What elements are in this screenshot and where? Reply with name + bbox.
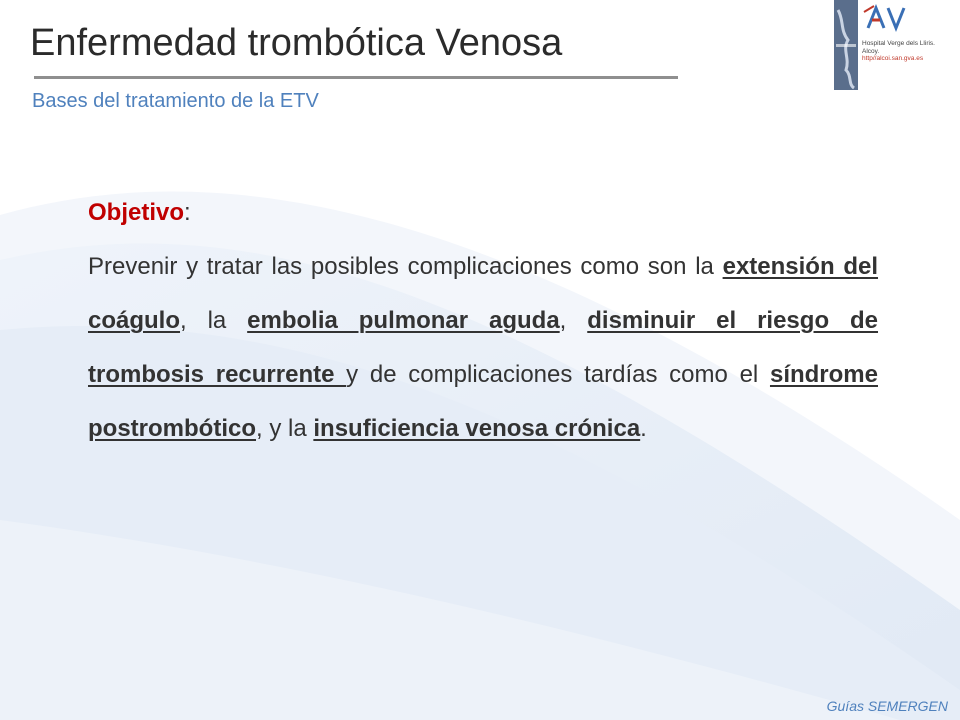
- term-embolia-pulmonar: embolia pulmonar aguda: [247, 307, 560, 334]
- objective-colon: :: [184, 199, 191, 226]
- term-extension-coagulo: extensión del coágulo: [88, 253, 879, 334]
- slide-subtitle: Bases del tratamiento de la ETV: [32, 90, 319, 112]
- logo-banner-icon: [834, 0, 858, 90]
- body-text-6: .: [640, 415, 647, 442]
- body-text-1: Prevenir y tratar las posibles complicaciones como son la: [88, 253, 723, 280]
- slide-title: Enfermedad trombótica Venosa: [30, 22, 563, 64]
- objective-heading: [88, 186, 878, 240]
- logo-caption: [862, 40, 958, 63]
- slide-body: [88, 186, 878, 456]
- logo-line-3: http//alcoi.san.gva.es: [862, 55, 924, 62]
- logo-line-1: Hospital Verge dels Lliris.: [862, 40, 935, 47]
- term-insuficiencia-venosa: insuficiencia venosa crónica: [313, 415, 641, 442]
- body-text-4: y de complicaciones tardías como el: [346, 361, 770, 388]
- title-underline: [34, 76, 678, 79]
- term-trombosis-recurrente: disminuir el riesgo de trombosis recurrente: [88, 307, 879, 388]
- term-sindrome-postrombotico: síndrome postrombótico: [88, 361, 878, 442]
- objective-label: Objetivo: [88, 199, 185, 226]
- body-text-5: , y la: [256, 415, 314, 442]
- logo-line-2: Alcoy.: [862, 47, 880, 55]
- logo-av-icon: [862, 4, 922, 34]
- footer-credit: Guías SEMERGEN: [826, 698, 948, 714]
- hospital-logo: [834, 0, 958, 92]
- body-text-3: ,: [559, 307, 588, 334]
- body-text-2: , la: [180, 307, 248, 334]
- objective-paragraph: [88, 240, 878, 456]
